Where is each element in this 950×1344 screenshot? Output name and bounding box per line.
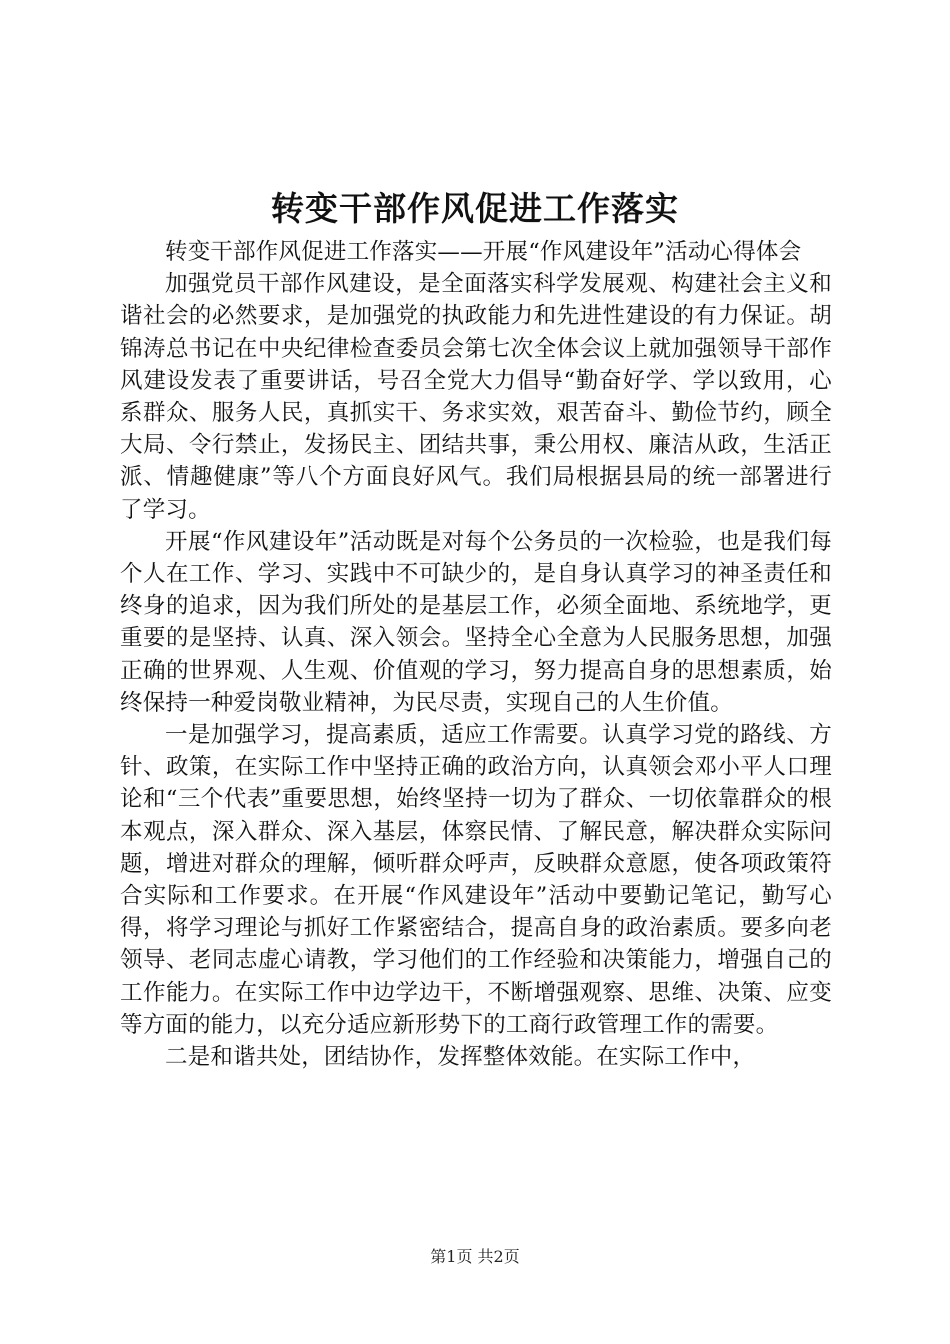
document-body xyxy=(120,236,832,1073)
document-title: 转变干部作风促进工作落实 xyxy=(271,189,679,228)
paragraph-campaign: 开展“作风建设年”活动既是对每个公务员的一次检验，也是我们每个人在工作、学习、实践中不可缺少的，是自身认真学习的神圣责任和终身的追求，因为我们所处的是基层工作，必须全面地、系统地学，更重要的是坚持、认真、深入领会。坚持全心全意为人民服务思想，加强正确的世界观、人生观、价值观的学习，努力提高自身的思想素质，始终保持一种爱岗敬业精神，为民尽责，实现自己的人生价值。 xyxy=(120,528,832,716)
page-footer: 第1页 共2页 xyxy=(430,1247,520,1266)
paragraph-intro: 加强党员干部作风建设，是全面落实科学发展观、构建社会主义和谐社会的必然要求，是加强党的执政能力和先进性建设的有力保证。胡锦涛总书记在中央纪律检查委员会第七次全体会议上就加强领导干部作风建设发表了重要讲话，号召全党大力倡导“勤奋好学、学以致用，心系群众、服务人民，真抓实干、务求实效，艰苦奋斗、勤俭节约，顾全大局、令行禁止，发扬民主、团结共事，秉公用权、廉洁从政，生活正派、情趣健康”等八个方面良好风气。我们局根据县局的统一部署进行了学习。 xyxy=(120,271,832,523)
paragraph-point-two: 二是和谐共处，团结协作，发挥整体效能。在实际工作中， xyxy=(165,1044,756,1071)
paragraph-point-one: 一是加强学习，提高素质，适应工作需要。认真学习党的路线、方针、政策，在实际工作中坚持正确的政治方向，认真领会邓小平人口理论和“三个代表”重要思想，始终坚持一切为了群众、一切依靠群众的根本观点，深入群众、深入基层，体察民情、了解民意，解决群众实际问题，增进对群众的理解，倾听群众呼声，反映群众意愿，使各项政策符合实际和工作要求。在开展“作风建设年”活动中要勤记笔记，勤写心得，将学习理论与抓好工作紧密结合，提高自身的政治素质。要多向老领导、老同志虚心请教，学习他们的工作经验和决策能力，增强自己的工作能力。在实际工作中边学边干，不断增强观察、思维、决策、应变等方面的能力，以充分适应新形势下的工商行政管理工作的需要。 xyxy=(120,722,832,1038)
paragraph-subtitle: 转变干部作风促进工作落实——开展“作风建设年”活动心得体会 xyxy=(165,239,802,265)
